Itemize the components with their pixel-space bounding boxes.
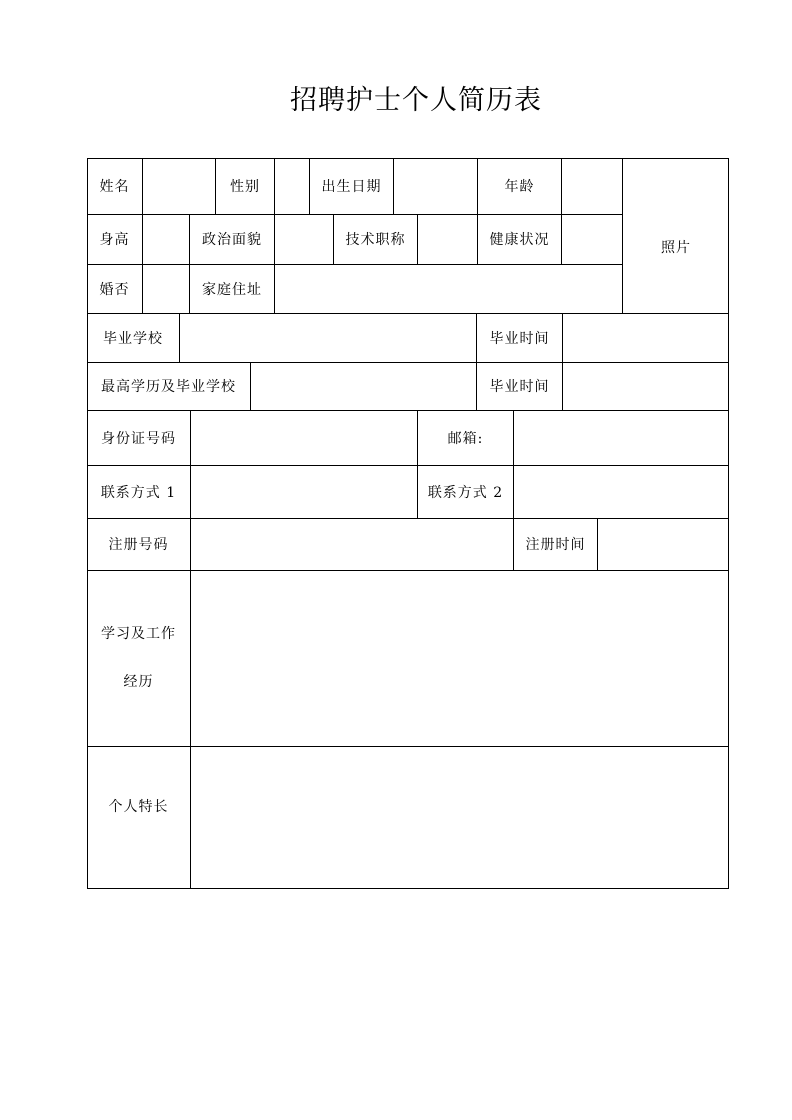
marital-label: 婚否: [99, 281, 130, 298]
birth-date-input[interactable]: [394, 159, 477, 214]
contact2-input[interactable]: [514, 466, 729, 518]
grad-time-label: 毕业时间: [489, 330, 550, 347]
grad-time-input[interactable]: [563, 314, 729, 362]
experience-label-line1: 学习及工作: [101, 626, 176, 642]
name-input[interactable]: [143, 159, 215, 214]
email-label: 邮箱:: [447, 430, 484, 447]
experience-textarea[interactable]: [191, 571, 729, 746]
gender-input[interactable]: [275, 159, 309, 214]
reg-number-input[interactable]: [191, 519, 513, 570]
page-title: 招聘护士个人简历表: [290, 85, 542, 116]
skills-label: 个人特长: [108, 798, 169, 815]
address-input[interactable]: [275, 265, 622, 313]
reg-number-label: 注册号码: [108, 537, 169, 553]
age-input[interactable]: [562, 159, 622, 214]
birth-date-label: 出生日期: [321, 179, 382, 195]
health-input[interactable]: [562, 215, 622, 264]
contact1-input[interactable]: [191, 466, 417, 518]
height-label: 身高: [99, 232, 130, 248]
political-status-label: 政治面貌: [202, 232, 262, 248]
gender-label: 性别: [230, 179, 260, 195]
highest-edu-input[interactable]: [251, 363, 476, 410]
marital-input[interactable]: [143, 265, 189, 313]
height-input[interactable]: [143, 215, 189, 264]
tech-title-input[interactable]: [418, 215, 477, 264]
id-number-input[interactable]: [191, 411, 417, 465]
name-label: 姓名: [99, 179, 130, 195]
contact1-label: 联系方式 1: [100, 484, 177, 501]
address-label: 家庭住址: [202, 281, 262, 298]
political-status-input[interactable]: [275, 215, 333, 264]
photo-box[interactable]: 照片: [661, 240, 691, 256]
health-label: 健康状况: [489, 232, 550, 248]
school-input[interactable]: [180, 314, 476, 362]
tech-title-label: 技术职称: [345, 232, 406, 248]
age-label: 年龄: [504, 179, 535, 195]
reg-time-input[interactable]: [598, 519, 729, 570]
skills-textarea[interactable]: [191, 747, 729, 889]
school-label: 毕业学校: [103, 330, 163, 347]
experience-label: [87, 570, 190, 746]
experience-label-line2: 经历: [123, 674, 154, 690]
contact2-label: 联系方式 2: [427, 484, 504, 501]
email-input[interactable]: [514, 411, 729, 465]
id-number-label: 身份证号码: [101, 430, 176, 447]
highest-edu-label: 最高学历及毕业学校: [101, 379, 236, 395]
grad-time-2-input[interactable]: [563, 363, 729, 410]
grad-time-2-label: 毕业时间: [489, 379, 550, 395]
reg-time-label: 注册时间: [525, 537, 586, 553]
